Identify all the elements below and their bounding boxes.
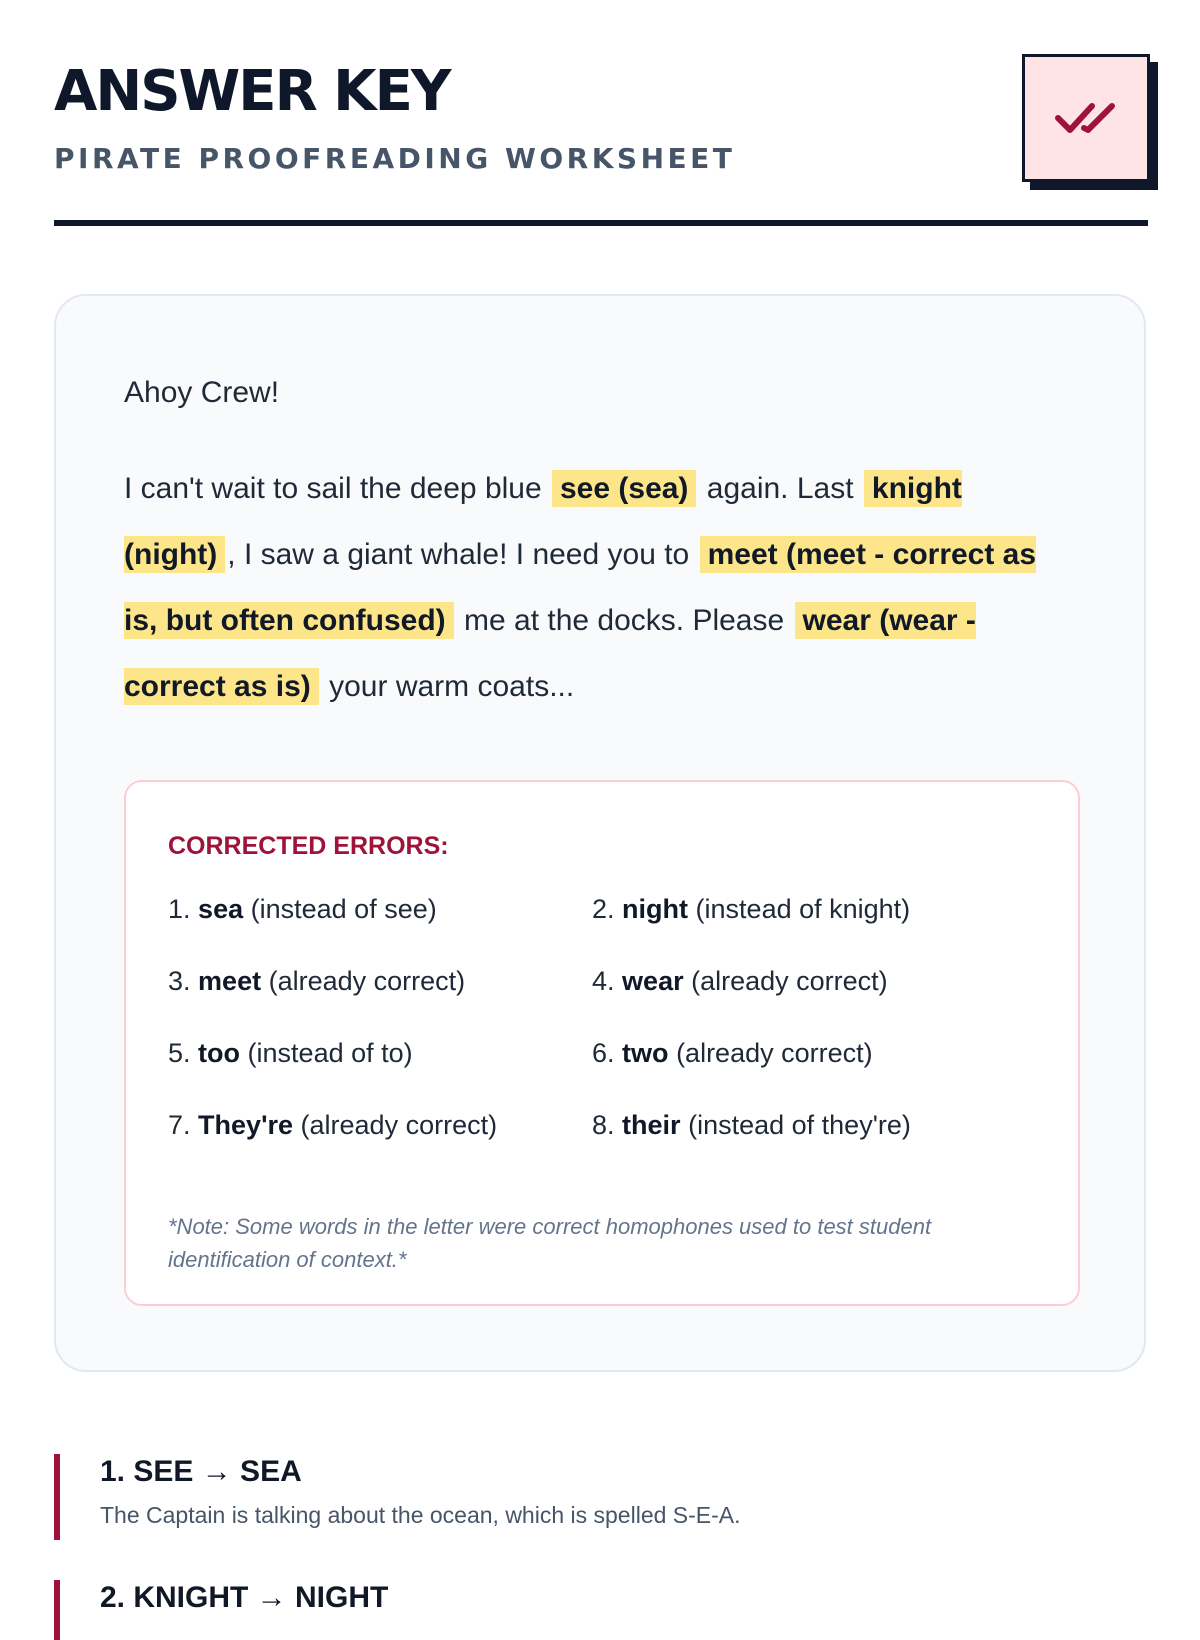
- letter-greeting: Ahoy Crew!: [124, 376, 280, 409]
- header-divider: [54, 220, 1148, 226]
- letter-card: [54, 294, 1146, 1372]
- explanation-item: [54, 1454, 1148, 1540]
- error-number: 3.: [168, 966, 191, 996]
- error-note: (instead of they're): [688, 1110, 911, 1140]
- error-number: 1.: [168, 894, 191, 924]
- highlighted-correction: knight (night): [124, 472, 962, 571]
- error-note: (instead of knight): [695, 894, 911, 924]
- page-title: ANSWER KEY: [54, 59, 450, 124]
- explanation-title: 1. SEE → SEA: [100, 1455, 302, 1488]
- error-number: 4.: [592, 966, 615, 996]
- error-number: 8.: [592, 1110, 615, 1140]
- explanation-title: 2. KNIGHT → NIGHT: [100, 1581, 389, 1614]
- corrected-errors-box: [124, 780, 1080, 1306]
- error-number: 6.: [592, 1038, 615, 1068]
- corrected-errors-title: CORRECTED ERRORS:: [168, 832, 449, 860]
- error-word: too: [198, 1038, 241, 1068]
- double-check-icon: [1054, 98, 1118, 138]
- error-note: (already correct): [676, 1038, 873, 1068]
- explanation-text: The Captain is talking about the ocean, which is spelled S-E-A.: [100, 1502, 741, 1528]
- error-note: (already correct): [300, 1110, 498, 1140]
- letter-text: your warm coats...: [329, 670, 575, 703]
- error-item: [592, 1038, 873, 1069]
- error-word: sea: [198, 894, 244, 924]
- error-item: [168, 966, 465, 997]
- highlighted-correction: meet (meet - correct as is, but often confused): [124, 538, 1037, 637]
- answer-key-badge: [1022, 54, 1150, 182]
- highlighted-correction: wear (wear - correct as is): [124, 604, 976, 703]
- error-note: (already correct): [268, 966, 466, 996]
- errors-footnote: *Note: Some words in the letter were correct homophones used to test student identification of context.*: [168, 1214, 932, 1272]
- error-item: [168, 1038, 413, 1069]
- error-word: night: [622, 894, 689, 924]
- error-word: two: [622, 1038, 669, 1068]
- error-word: They're: [198, 1110, 294, 1140]
- error-item: [592, 894, 910, 925]
- letter-body: [124, 456, 1074, 720]
- error-number: 7.: [168, 1110, 191, 1140]
- letter-text: me at the docks. Please: [464, 604, 785, 637]
- error-note: (instead of see): [250, 894, 437, 924]
- letter-text: again. Last: [706, 472, 854, 505]
- highlighted-correction: see (sea): [552, 470, 696, 507]
- explanation-item: [54, 1580, 1148, 1640]
- error-note: (already correct): [691, 966, 888, 996]
- page-subtitle: PIRATE PROOFREADING WORKSHEET: [54, 142, 736, 175]
- error-item: [168, 1110, 497, 1141]
- letter-text: , I saw a giant whale! I need you to: [227, 538, 690, 571]
- letter-text: I can't wait to sail the deep blue: [124, 472, 542, 505]
- error-word: wear: [622, 966, 684, 996]
- header: [54, 52, 1148, 228]
- error-item: [168, 894, 437, 925]
- error-word: their: [622, 1110, 681, 1140]
- error-note: (instead of to): [247, 1038, 413, 1068]
- error-number: 5.: [168, 1038, 191, 1068]
- error-word: meet: [198, 966, 262, 996]
- error-number: 2.: [592, 894, 615, 924]
- error-item: [592, 966, 888, 997]
- error-item: [592, 1110, 911, 1141]
